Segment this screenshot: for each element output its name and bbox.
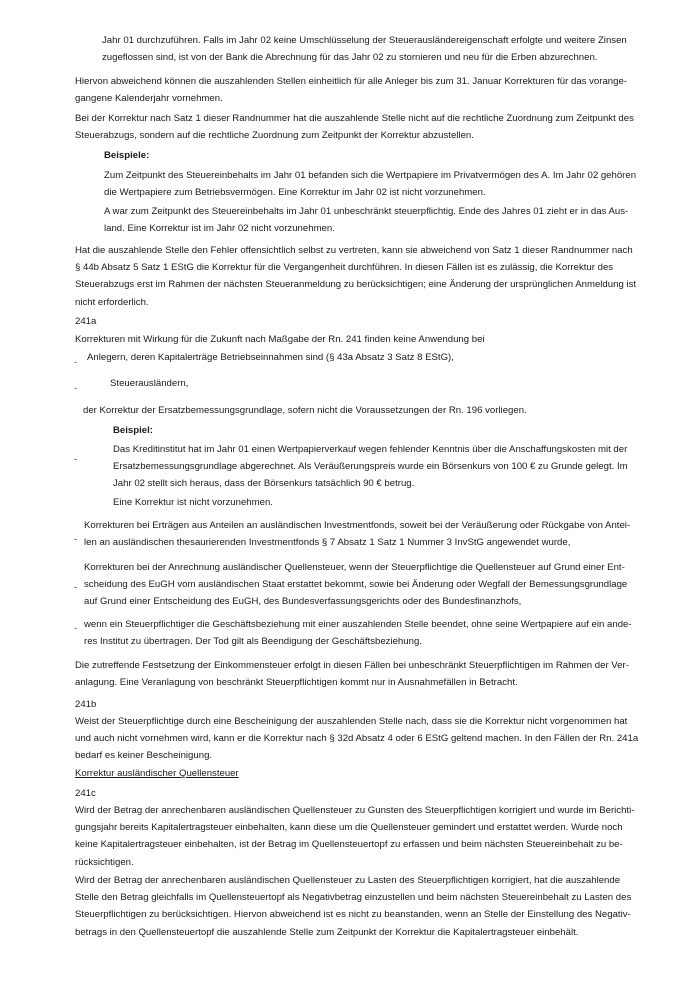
text-line: Wird der Betrag der anrechenbaren ausländischen Quellensteuer zu Lasten des Steuerpflichtigen korrigiert, hat die auszahlende [75, 875, 621, 886]
list-item-anlegern: Anlegern, deren Kapitalerträge Betriebseinnahmen sind (§ 43a Absatz 3 Satz 8 EStG), [87, 352, 454, 363]
text-line: gungsjahr bereits Kapitalertragsteuer einbehalten, kann diese um die Quellensteuer gemindert und erstattet werden. Wurde noch [75, 822, 623, 834]
text-line: Hiervon abweichend können die auszahlenden Stellen einheitlich für alle Anleger bis zum 31. Januar Korrekturen für das vorange- [75, 76, 627, 87]
text-line: Hat die auszahlende Stelle den Fehler offensichtlich selbst zu vertreten, kann sie abweichend von Satz 1 dieser Randnummer nach [75, 245, 633, 256]
text-line: A war zum Zeitpunkt des Steuereinbehalts im Jahr 01 unbeschränkt steuerpflichtig. Ende des Jahres 01 zieht er in das Aus- [104, 206, 629, 217]
paragraph-241c-lasten [75, 872, 630, 941]
text-line: Stelle den Betrag gleichfalls im Quellensteuertopf als Negativbetrag einzustellen und beim nächsten Steuereinbehalt zu Lasten des [75, 892, 632, 904]
beispiel-2 [104, 203, 628, 237]
text-line: Steuerabzugs erst im Rahmen der nächsten Steueranmeldung zu berücksichtigen; eine Änderung der ursprünglichen Anmeldung ist [75, 279, 637, 291]
randnummer-241c: 241c [75, 788, 96, 799]
text-line: Die zutreffende Festsetzung der Einkommensteuer erfolgt in diesen Fällen bei unbeschränkt Steuerpflichtigen im Rahmen der Ver- [75, 660, 629, 671]
paragraph-korrektur-satz1 [75, 110, 634, 144]
text-line: Jahr 02 stellt sich heraus, dass der Börsenkurs tatsächlich 90 € betrug. [113, 478, 415, 490]
text-line: zugeflossen sind, ist von der Bank die Abrechnung für das Jahr 02 zu stornieren und neu für die Erben abzurechnen. [102, 52, 598, 64]
text-line: Zum Zeitpunkt des Steuereinbehalts im Jahr 01 befanden sich die Wertpapiere im Privatvermögen des A. Im Jahr 02 gehören [104, 170, 637, 181]
paragraph-festsetzung [75, 657, 630, 691]
list-bullet: - [74, 623, 77, 633]
section-heading-quellensteuer: Korrektur ausländischer Quellensteuer [75, 768, 239, 779]
beispiel-1 [104, 167, 636, 201]
list-item-geschaeftsbeziehung [84, 616, 632, 650]
intro-paragraph [102, 32, 627, 66]
text-line: auf Grund einer Entscheidung des EuGH, des Bundesverfassungsgerichts oder des Bundesfinanzhofs, [84, 596, 522, 608]
text-line: Das Kreditinstitut hat im Jahr 01 einen Wertpapierverkauf wegen fehlender Kenntnis über die Anschaffungskosten mit der [113, 444, 628, 455]
beispiel-heading: Beispiel: [113, 425, 153, 436]
paragraph-241b [75, 713, 639, 765]
text-line: wenn ein Steuerpflichtiger die Geschäftsbeziehung mit einer auszahlenden Stelle beendet, ohne seine Wertpapiere auf ein ande- [84, 619, 632, 630]
text-line: Steuerpflichtigen zu berücksichtigen. Hiervon abweichend ist es nicht zu beanstanden, wenn an Stelle der Einstellung des Negativ- [75, 909, 631, 921]
text-line: Weist der Steuerpflichtige durch eine Bescheinigung der auszahlenden Stelle nach, dass sie die Korrektur nicht vorgenommen hat [75, 716, 628, 727]
paragraph-241c-gunsten [75, 802, 635, 871]
list-bullet: - [74, 454, 77, 464]
text-line: land. Eine Korrektur ist im Jahr 02 nicht vorzunehmen. [104, 223, 335, 235]
list-bullet: - [74, 383, 77, 393]
text-line: Wird der Betrag der anrechenbaren ausländischen Quellensteuer zu Gunsten des Steuerpflichtigen korrigiert und wurde im Berichti- [75, 805, 635, 816]
text-line: keine Kapitalertragsteuer einbehalten, ist der Betrag im Quellensteuertopf zu erfassen und beim nächsten Steuereinbehalt zu be- [75, 839, 623, 851]
beispiel-kreditinstitut [113, 441, 628, 493]
text-line: nicht erforderlich. [75, 296, 149, 308]
list-bullet: - [74, 534, 77, 544]
paragraph-fehler [75, 242, 637, 311]
text-line: die Wertpapiere zum Betriebsvermögen. Eine Korrektur im Jahr 02 ist nicht vorzunehmen. [104, 187, 486, 199]
text-line: res Institut zu übertragen. Der Tod gilt als Beendigung der Geschäftsbeziehung. [84, 636, 422, 648]
list-item-ersatzbemessung: der Korrektur der Ersatzbemessungsgrundlage, sofern nicht die Voraussetzungen der Rn. 196 vorliegen. [83, 405, 527, 416]
list-item-steuerauslaendern: Steuerausländern, [110, 378, 189, 389]
text-line: Steuerabzugs, sondern auf die rechtliche Zuordnung zum Zeitpunkt der Korrektur abzustellen. [75, 130, 474, 142]
text-line: Korrekturen bei Erträgen aus Anteilen an ausländischen Investmentfonds, soweit bei der Veräußerung oder Rückgabe von Antei- [84, 520, 631, 531]
text-line: scheidung des EuGH vom ausländischen Staat erstattet bekommt, sowie bei Änderung oder Wegfall der Bemessungsgrundlage [84, 579, 628, 591]
text-line: len an ausländischen thesaurierenden Investmentfonds § 7 Absatz 1 Satz 1 Nummer 3 InvStG angewendet wurde, [84, 537, 571, 549]
randnummer-241b: 241b [75, 699, 97, 710]
paragraph-241a-intro: Korrekturen mit Wirkung für die Zukunft nach Maßgabe der Rn. 241 finden keine Anwendung bei [75, 334, 485, 345]
paragraph-hiervon [75, 73, 630, 107]
text-line: Jahr 01 durchzuführen. Falls im Jahr 02 keine Umschlüsselung der Steuerausländereigenschaft erfolgte und weitere Zinsen [102, 35, 627, 46]
text-line: anlagung. Eine Veranlagung von beschränkt Steuerpflichtigen kommt nur in Ausnahmefällen in Betracht. [75, 677, 518, 689]
list-item-investmentfonds [84, 517, 630, 551]
beispiele-heading: Beispiele: [104, 150, 150, 161]
text-line: Bei der Korrektur nach Satz 1 dieser Randnummer hat die auszahlende Stelle nicht auf die rechtliche Zuordnung zum Zeitpunkt des [75, 113, 634, 124]
beispiel-kreditinstitut-result: Eine Korrektur ist nicht vorzunehmen. [113, 497, 273, 508]
text-line: bedarf es keiner Bescheinigung. [75, 750, 213, 762]
text-line: Ersatzbemessungsgrundlage abgerechnet. Als Veräußerungspreis wurde ein Börsenkurs von 100 € zu Grunde gelegt. Im [113, 461, 628, 473]
list-bullet: - [74, 357, 77, 367]
text-line: gangene Kalenderjahr vornehmen. [75, 93, 223, 105]
text-line: rücksichtigen. [75, 856, 134, 868]
list-bullet: - [74, 582, 77, 592]
list-item-quellensteuer [84, 559, 627, 611]
text-line: und auch nicht vornehmen wird, kann er die Korrektur nach § 32d Absatz 4 oder 6 EStG geltend machen. In den Fällen der Rn. 241a [75, 733, 639, 745]
text-line: Korrekturen bei der Anrechnung ausländischer Quellensteuer, wenn der Steuerpflichtige die Quellensteuer auf Grund einer Ent- [84, 562, 625, 573]
text-line: betrags in den Quellensteuertopf die auszahlende Stelle zum Zeitpunkt der Korrektur die Kapitalertragsteuer einbehält. [75, 926, 579, 938]
text-line: § 44b Absatz 5 Satz 1 EStG die Korrektur für die Vergangenheit durchführen. In diesen Fällen ist es zulässig, die Korrektur des [75, 262, 614, 274]
randnummer-241a: 241a [75, 316, 97, 327]
